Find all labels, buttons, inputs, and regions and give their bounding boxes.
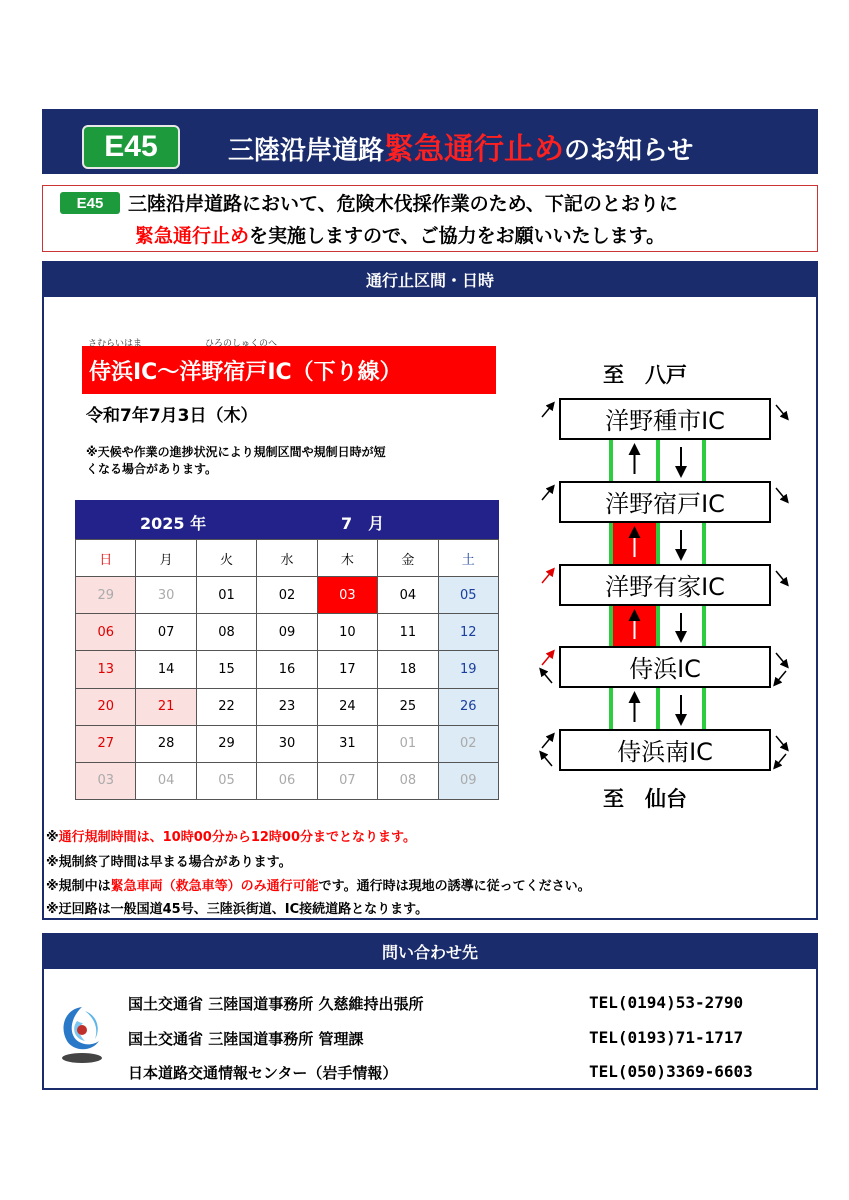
calendar-day: 19: [439, 651, 499, 688]
calendar-day: 09: [439, 763, 499, 800]
notice-line-2: [135, 221, 665, 248]
note-4: ※迂回路は一般国道45号、三陸浜街道、IC接続道路となります。: [46, 902, 429, 917]
onramp-arrow: [542, 736, 552, 748]
calendar-header: [75, 500, 499, 539]
interchange-label: 洋野宿戸IC: [605, 490, 725, 518]
road-diagram: [530, 355, 800, 825]
calendar-day: 06: [76, 614, 136, 651]
calendar-day: 22: [197, 689, 257, 726]
calendar-day: 08: [378, 763, 438, 800]
calendar-day: 18: [378, 651, 438, 688]
calendar-day: 03: [318, 577, 378, 614]
note-1-pre: ※: [46, 830, 59, 845]
notice-line-1: 三陸沿岸道路において、危険木伐採作業のため、下記のとおりに: [128, 193, 678, 215]
calendar-day: 17: [318, 651, 378, 688]
calendar-day: 08: [197, 614, 257, 651]
calendar-day: 11: [378, 614, 438, 651]
calendar-day: 29: [76, 577, 136, 614]
calendar-weekday: 月: [136, 540, 196, 577]
offramp-arrow: [776, 405, 786, 417]
calendar-day: 14: [136, 651, 196, 688]
calendar-weekday: 金: [378, 540, 438, 577]
calendar-day: 06: [257, 763, 317, 800]
notice-e45-badge: E45: [60, 192, 120, 214]
calendar-weekday: 土: [439, 540, 499, 577]
calendar-day: 04: [378, 577, 438, 614]
title-emphasis: 緊急通行止め: [384, 132, 565, 167]
calendar-weekday: 日: [76, 540, 136, 577]
calendar-day: 24: [318, 689, 378, 726]
contact-3-name: 日本道路交通情報センター（岩手情報）: [128, 1064, 398, 1082]
contact-1-tel[interactable]: TEL(0194)53-2790: [589, 993, 744, 1012]
calendar-month: 7 月: [341, 514, 385, 533]
offramp-arrow: [776, 488, 786, 500]
direction-south-label: 至 仙台: [603, 787, 687, 811]
closure-note: ※天候や作業の進捗状況により規制区間や規制日時が短くなる場合があります。: [86, 445, 386, 476]
title-suffix: のお知らせ: [564, 136, 694, 166]
onramp-arrow: [542, 571, 552, 583]
contact-1-name: 国土交通省 三陸国道事務所 久慈維持出張所: [128, 995, 424, 1013]
calendar-day: 07: [136, 614, 196, 651]
calendar-day: 26: [439, 689, 499, 726]
calendar-day: 03: [76, 763, 136, 800]
note-1-emphasis: 通行規制時間は、10時00分から12時00分までとなります。: [58, 830, 416, 845]
note-3-emphasis: 緊急車両（救急車等）のみ通行可能: [110, 879, 319, 894]
onramp-arrow: [542, 488, 552, 500]
onramp-arrow-lower: [542, 754, 552, 766]
contact-2-name: 国土交通省 三陸国道事務所 管理課: [128, 1030, 364, 1048]
calendar-weekday: 火: [197, 540, 257, 577]
calendar-day: 05: [439, 577, 499, 614]
calendar-day: 16: [257, 651, 317, 688]
note-3-pre: ※規制中は: [46, 879, 111, 894]
contact-section-heading: 問い合わせ先: [42, 933, 818, 969]
calendar-weekday: 木: [318, 540, 378, 577]
onramp-arrow: [542, 653, 552, 665]
contact-3-tel[interactable]: TEL(050)3369-6603: [589, 1062, 753, 1081]
calendar-day: 25: [378, 689, 438, 726]
calendar-day: 27: [76, 726, 136, 763]
calendar-day: 15: [197, 651, 257, 688]
direction-north-label: 至 八戸: [603, 363, 687, 387]
calendar-day: 02: [439, 726, 499, 763]
interchange-label: 洋野種市IC: [605, 407, 725, 435]
offramp-arrow: [776, 571, 786, 583]
calendar-day: 10: [318, 614, 378, 651]
onramp-arrow-lower: [542, 671, 552, 683]
offramp-arrow: [776, 653, 786, 665]
note-1: [46, 826, 416, 845]
e45-route-badge: E45: [82, 125, 180, 169]
calendar-day: 21: [136, 689, 196, 726]
closure-section-name: 侍浜IC～洋野宿戸IC（下り線）: [89, 360, 402, 385]
note-2: ※規制終了時間は早まる場合があります。: [46, 855, 292, 870]
road-diagram-svg: [530, 355, 800, 825]
offramp-arrow-lower: [776, 754, 786, 766]
calendar-day: 05: [197, 763, 257, 800]
calendar-day: 07: [318, 763, 378, 800]
calendar-day: 20: [76, 689, 136, 726]
furigana-samuraihama: さむらいはま: [88, 339, 143, 349]
title-road-name: 三陸沿岸道路: [228, 136, 385, 166]
page-title: [228, 124, 693, 168]
notice-line-2-rest: を実施しますので、ご協力をお願いいたします。: [249, 225, 666, 247]
calendar-weekday: 水: [257, 540, 317, 577]
note-3-post: です。通行時は現地の誘導に従ってください。: [318, 879, 591, 894]
interchange-label: 侍浜南IC: [617, 738, 713, 766]
calendar-day: 29: [197, 726, 257, 763]
calendar-day: 09: [257, 614, 317, 651]
closure-date: 令和7年7月3日（木）: [86, 406, 258, 426]
closure-section-heading: 通行止区間・日時: [42, 261, 818, 297]
calendar-day: 01: [378, 726, 438, 763]
calendar-year: 2025 年: [140, 514, 207, 533]
interchange-label: 洋野有家IC: [605, 573, 725, 601]
calendar-day: 01: [197, 577, 257, 614]
contact-2-tel[interactable]: TEL(0193)71-1717: [589, 1028, 744, 1047]
calendar-day: 04: [136, 763, 196, 800]
calendar-grid: [75, 539, 499, 800]
calendar-day: 23: [257, 689, 317, 726]
offramp-arrow: [776, 736, 786, 748]
mlit-logo-icon: [55, 1001, 109, 1065]
furigana-hironoshukunohe: ひろのしゅくのへ: [205, 339, 278, 349]
offramp-arrow-lower: [776, 671, 786, 683]
calendar-day: 30: [257, 726, 317, 763]
onramp-arrow: [542, 405, 552, 417]
notice-emphasis: 緊急通行止め: [135, 225, 250, 247]
note-3: [46, 875, 591, 894]
interchange-label: 侍浜IC: [629, 655, 701, 683]
calendar-day: 28: [136, 726, 196, 763]
calendar-day: 30: [136, 577, 196, 614]
calendar-day: 31: [318, 726, 378, 763]
calendar-day: 13: [76, 651, 136, 688]
calendar-day: 12: [439, 614, 499, 651]
calendar-day: 02: [257, 577, 317, 614]
